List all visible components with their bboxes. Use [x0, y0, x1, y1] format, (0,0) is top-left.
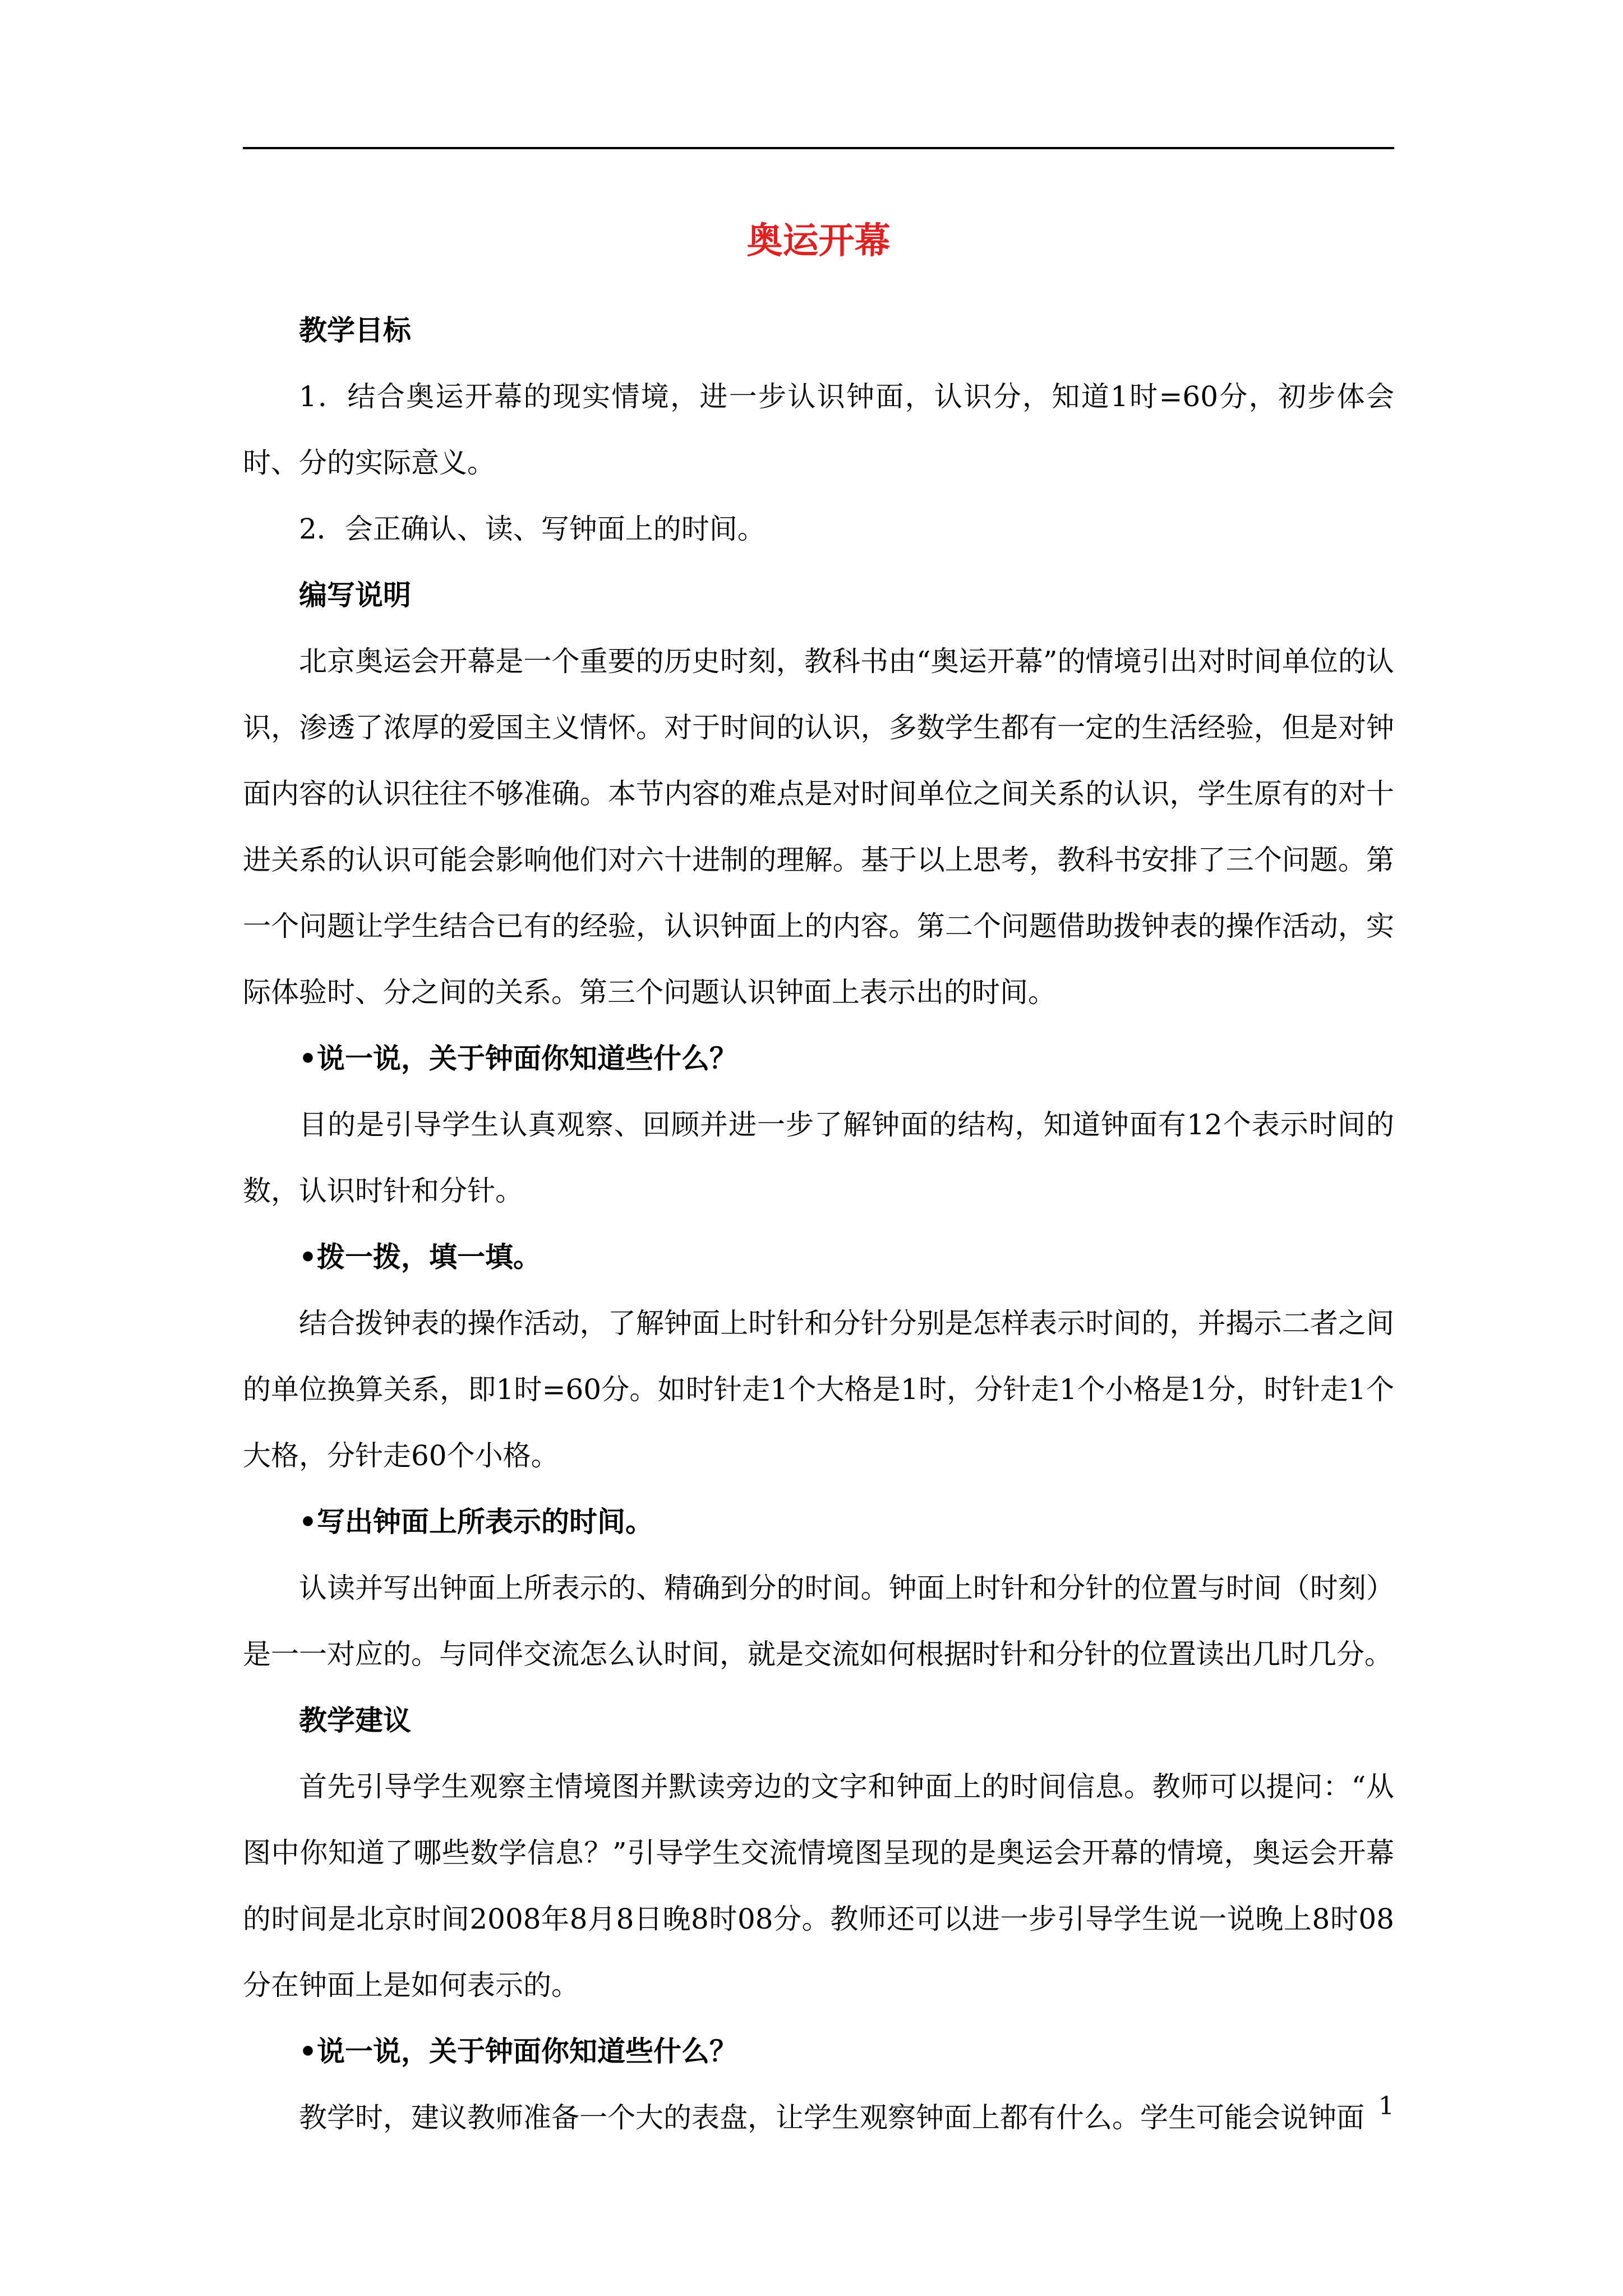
subheading-clock-face: •说一说，关于钟面你知道些什么？	[299, 1042, 737, 1075]
page-number: 1	[1378, 2092, 1394, 2120]
section-heading-teaching-suggestions: 教学建议	[299, 1704, 411, 1737]
page-title: 奥运开幕	[746, 220, 891, 262]
subheading-clock-face-repeat: •说一说，关于钟面你知道些什么？	[299, 2035, 737, 2068]
section-heading-writing-notes: 编写说明	[299, 578, 411, 611]
subheading-turn-and-fill: •拨一拨，填一填。	[299, 1240, 541, 1273]
paragraph-teaching-suggestions: 首先引导学生观察主情境图并默读旁边的文字和钟面上的时间信息。教师可以提问：“从图中你知道了哪些数学信息？”引导学生交流情境图呈现的是奥运会开幕的情境，奥运会开幕的时间是北京时间2008年8月8日晚8时08分。教师还可以进一步引导学生说一说晚上8时08分在钟面上是如何表示的。	[243, 1770, 1394, 2001]
header-rule	[243, 147, 1394, 149]
document-body	[243, 297, 1394, 2151]
paragraph-goal-1: 1．结合奥运开幕的现实情境，进一步认识钟面，认识分，知道1时=60分，初步体会时、分的实际意义。	[243, 380, 1394, 479]
paragraph-goal-2: 2．会正确认、读、写钟面上的时间。	[299, 513, 766, 545]
paragraph-clock-face: 目的是引导学生认真观察、回顾并进一步了解钟面的结构，知道钟面有12个表示时间的数，认识时针和分针。	[243, 1108, 1394, 1207]
subheading-write-time: •写出钟面上所表示的时间。	[299, 1505, 653, 1538]
paragraph-write-time: 认读并写出钟面上所表示的、精确到分的时间。钟面上时针和分针的位置与时间（时刻）是一一对应的。与同伴交流怎么认时间，就是交流如何根据时针和分针的位置读出几时几分。	[243, 1572, 1394, 1671]
paragraph-teaching-clock: 教学时，建议教师准备一个大的表盘，让学生观察钟面上都有什么。学生可能会说钟面	[299, 2101, 1364, 2134]
section-heading-goals: 教学目标	[299, 314, 411, 347]
paragraph-turn-and-fill: 结合拨钟表的操作活动，了解钟面上时针和分针分别是怎样表示时间的，并揭示二者之间的单位换算关系，即1时=60分。如时针走1个大格是1时，分针走1个小格是1分，时针走1个大格，分针走60个小格。	[243, 1307, 1394, 1472]
paragraph-writing-notes: 北京奥运会开幕是一个重要的历史时刻，教科书由“奥运开幕”的情境引出对时间单位的认识，渗透了浓厚的爱国主义情怀。对于时间的认识，多数学生都有一定的生活经验，但是对钟面内容的认识往往不够准确。本节内容的难点是对时间单位之间关系的认识，学生原有的对十进关系的认识可能会影响他们对六十进制的理解。基于以上思考，教科书安排了三个问题。第一个问题让学生结合已有的经验，认识钟面上的内容。第二个问题借助拨钟表的操作活动，实际体验时、分之间的关系。第三个问题认识钟面上表示出的时间。	[243, 645, 1394, 1009]
